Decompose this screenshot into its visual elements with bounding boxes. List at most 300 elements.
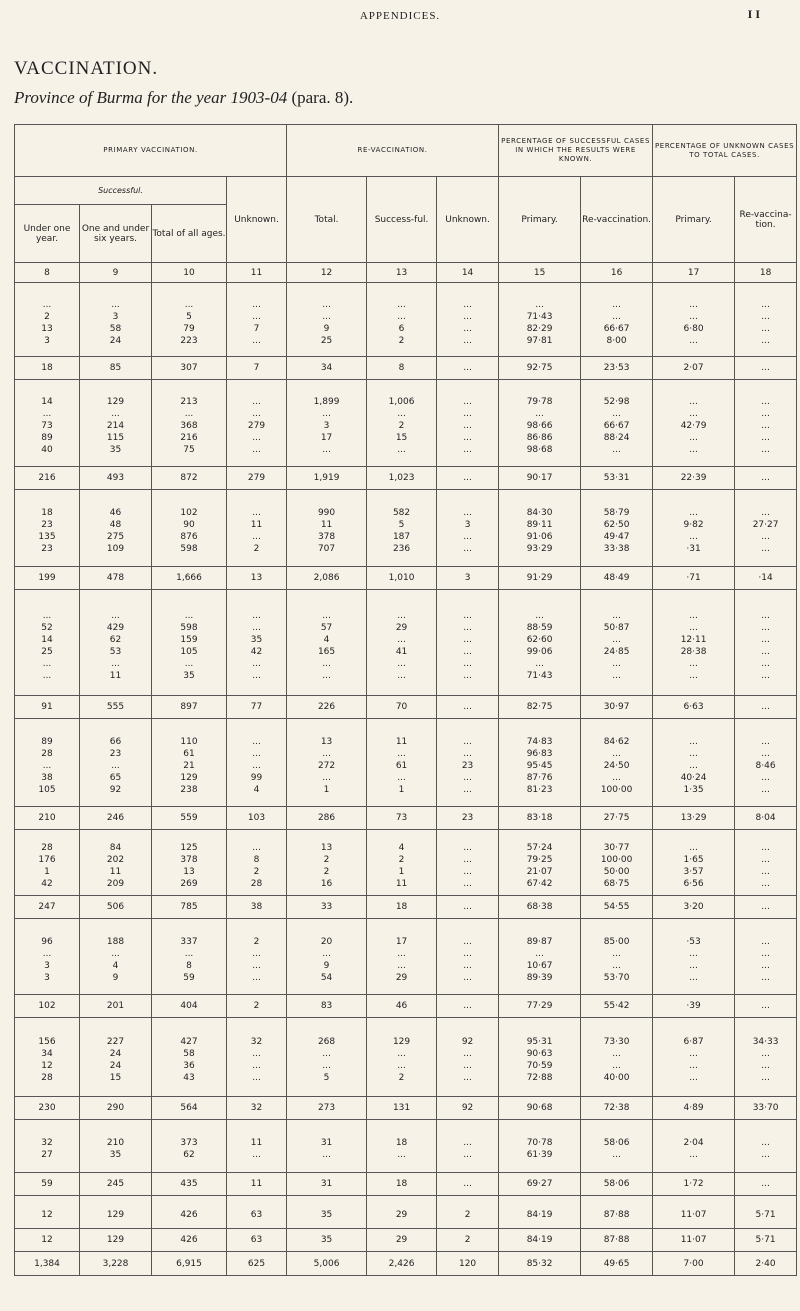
- total-cell: 29: [367, 1229, 437, 1252]
- cell-value: ...: [463, 736, 472, 747]
- total-cell: 435: [152, 1173, 227, 1196]
- cell-value: ...: [397, 1150, 406, 1160]
- data-cell: [653, 1018, 735, 1097]
- cell-value: ...: [689, 748, 698, 759]
- cell-value: 429: [106, 622, 125, 633]
- cell-value: 214: [106, 421, 125, 431]
- total-cell: 129: [80, 1229, 152, 1252]
- data-cell: [80, 919, 152, 995]
- total-cell: 3: [437, 567, 499, 590]
- total-cell: 478: [80, 567, 152, 590]
- data-cell: [152, 490, 227, 567]
- cell-value: ...: [689, 736, 698, 747]
- cell-value: ...: [397, 299, 406, 310]
- cell-value: ...: [322, 772, 331, 783]
- data-cell: [287, 490, 367, 567]
- total-cell: 54·55: [581, 896, 653, 919]
- cell-value: 35: [250, 634, 263, 645]
- data-cell: [287, 1120, 367, 1173]
- data-cell: [15, 919, 80, 995]
- data-cell: [581, 590, 653, 696]
- total-cell: 279: [227, 467, 287, 490]
- cell-value: 165: [317, 646, 336, 657]
- cell-value: ...: [463, 299, 472, 310]
- cell-value: ...: [761, 433, 770, 443]
- cell-value: 85·00: [603, 936, 630, 947]
- cell-value: ...: [689, 508, 698, 518]
- cell-value: ...: [252, 658, 261, 669]
- cell-value: ...: [761, 1138, 770, 1148]
- cell-value: ...: [689, 960, 698, 971]
- cell-value: 71·43: [526, 311, 553, 322]
- cell-value: ...: [322, 409, 331, 419]
- cell-value: 29: [395, 972, 408, 983]
- cell-value: 105: [180, 646, 198, 657]
- data-cell: [227, 490, 287, 567]
- cell-value: 6·87: [683, 1037, 704, 1047]
- cell-value: 84: [109, 842, 122, 853]
- cell-value: ...: [612, 445, 621, 455]
- cell-value: ...: [761, 421, 770, 431]
- cell-value: 2: [253, 544, 260, 554]
- cell-value: 73·30: [603, 1037, 630, 1047]
- cell-value: ...: [463, 936, 472, 947]
- cell-value: 373: [180, 1138, 198, 1148]
- total-cell: 32: [227, 1097, 287, 1120]
- cell-value: ...: [761, 948, 770, 959]
- cell-value: 24: [109, 335, 122, 346]
- cell-value: ...: [761, 866, 770, 877]
- cell-value: 378: [180, 854, 198, 865]
- cell-value: 129: [392, 1037, 411, 1047]
- data-cell: [735, 919, 797, 995]
- cell-value: 5·71: [755, 1210, 776, 1220]
- table-row: [15, 590, 797, 696]
- total-cell: 82·75: [499, 696, 581, 719]
- cell-value: 102: [180, 508, 198, 518]
- cell-value: ...: [535, 948, 544, 959]
- cell-value: ...: [111, 658, 120, 669]
- cell-value: 876: [180, 532, 198, 542]
- total-cell: 11·07: [653, 1229, 735, 1252]
- total-cell: 84·19: [499, 1229, 581, 1252]
- data-cell: [437, 283, 499, 357]
- total-cell: 35: [287, 1229, 367, 1252]
- cell-value: ·53: [686, 936, 701, 947]
- cell-value: 6·80: [683, 323, 704, 334]
- cell-value: ...: [252, 335, 261, 346]
- cell-value: 58: [183, 1049, 195, 1059]
- cell-value: 68·75: [603, 878, 630, 889]
- cell-value: ...: [397, 1049, 406, 1059]
- cell-value: 209: [106, 878, 125, 889]
- total-cell: 33: [287, 896, 367, 919]
- total-cell: 30·97: [581, 696, 653, 719]
- cell-value: ...: [463, 748, 472, 759]
- data-cell: [499, 719, 581, 807]
- total-cell: 83: [287, 995, 367, 1018]
- cell-value: ...: [612, 610, 621, 621]
- data-cell: [367, 590, 437, 696]
- total-cell: 8: [367, 357, 437, 380]
- cell-value: 66·67: [603, 421, 630, 431]
- cell-value: 9: [323, 323, 330, 334]
- cell-value: 6: [398, 323, 405, 334]
- cell-value: ...: [397, 948, 406, 959]
- data-cell: [653, 919, 735, 995]
- grand-total-cell: 85·32: [499, 1252, 581, 1276]
- cell-value: 46: [109, 508, 122, 518]
- cell-value: 67·42: [526, 878, 553, 889]
- total-cell: 210: [15, 807, 80, 830]
- col-header-14: Unknown.: [437, 177, 499, 263]
- data-cell: [367, 719, 437, 807]
- cell-value: 14: [41, 634, 53, 645]
- column-number: 12: [287, 263, 367, 283]
- cell-value: 1·35: [683, 784, 704, 795]
- cell-value: 8·46: [755, 760, 776, 771]
- cell-value: 159: [180, 634, 198, 645]
- cell-value: ...: [761, 311, 770, 322]
- cell-value: ...: [689, 532, 698, 542]
- total-cell: 13: [227, 567, 287, 590]
- cell-value: 24·85: [603, 646, 630, 657]
- data-cell: [15, 830, 80, 896]
- total-cell: 48·49: [581, 567, 653, 590]
- cell-value: 11: [250, 1138, 263, 1148]
- column-number: 18: [735, 263, 797, 283]
- cell-value: 96: [41, 936, 53, 947]
- cell-value: 3: [112, 311, 119, 322]
- cell-value: ...: [42, 670, 52, 681]
- cell-value: ...: [111, 760, 120, 771]
- cell-value: ...: [761, 610, 770, 621]
- total-cell: 22·39: [653, 467, 735, 490]
- cell-value: ...: [252, 1061, 261, 1071]
- total-cell: 1,023: [367, 467, 437, 490]
- cell-value: 87·76: [526, 772, 553, 783]
- cell-value: 42: [41, 878, 53, 889]
- cell-value: ...: [463, 311, 472, 322]
- data-cell: [499, 1120, 581, 1173]
- cell-value: ...: [689, 1073, 698, 1083]
- cell-value: ...: [184, 409, 194, 419]
- cell-value: 62·50: [603, 520, 630, 530]
- total-cell: 70: [367, 696, 437, 719]
- cell-value: 18: [41, 508, 53, 518]
- cell-value: ...: [689, 670, 698, 681]
- cell-value: 32: [250, 1037, 263, 1047]
- cell-value: 368: [180, 421, 198, 431]
- cell-value: 20: [320, 936, 333, 947]
- data-cell: [15, 490, 80, 567]
- cell-value: 2: [323, 854, 330, 865]
- cell-value: 50·87: [603, 622, 630, 633]
- cell-value: ...: [463, 670, 472, 681]
- cell-value: 9: [112, 972, 119, 983]
- cell-value: 29: [395, 1210, 408, 1220]
- data-cell: [437, 1018, 499, 1097]
- cell-value: 32: [41, 1138, 53, 1148]
- cell-value: 90: [183, 520, 195, 530]
- subtitle-text: Province of Burma for the year: [14, 88, 227, 107]
- total-cell: 12: [15, 1229, 80, 1252]
- total-cell: 1,919: [287, 467, 367, 490]
- cell-value: 10·67: [526, 960, 553, 971]
- total-cell: 131: [367, 1097, 437, 1120]
- column-number-row: [15, 263, 797, 283]
- data-cell: [367, 1120, 437, 1173]
- data-cell: [15, 1196, 80, 1229]
- cell-value: ...: [761, 1150, 770, 1160]
- total-cell: 11: [227, 1173, 287, 1196]
- cell-value: 236: [392, 544, 411, 554]
- cell-value: ...: [111, 409, 120, 419]
- table-row: [15, 830, 797, 896]
- cell-value: 35: [109, 1150, 122, 1160]
- cell-value: 63: [250, 1210, 263, 1220]
- cell-value: 35: [320, 1210, 333, 1220]
- cell-value: 70·78: [526, 1138, 553, 1148]
- total-cell: 273: [287, 1097, 367, 1120]
- grand-total-cell: 625: [227, 1252, 287, 1276]
- cell-value: 269: [180, 878, 198, 889]
- cell-value: 12: [41, 1061, 53, 1071]
- data-cell: [227, 1196, 287, 1229]
- cell-value: 337: [180, 936, 198, 947]
- cell-value: ...: [184, 299, 194, 310]
- cell-value: 23: [461, 760, 474, 771]
- cell-value: 28·38: [680, 646, 707, 657]
- cell-value: 1: [398, 784, 405, 795]
- total-cell: 103: [227, 807, 287, 830]
- data-cell: [735, 283, 797, 357]
- total-cell: 1·72: [653, 1173, 735, 1196]
- cell-value: ...: [322, 670, 331, 681]
- table-row: [15, 719, 797, 807]
- total-cell: 897: [152, 696, 227, 719]
- cell-value: 25: [320, 335, 333, 346]
- cell-value: 3: [323, 421, 330, 431]
- cell-value: ...: [322, 1049, 331, 1059]
- cell-value: 11: [395, 736, 408, 747]
- total-cell: 201: [80, 995, 152, 1018]
- cell-value: ...: [761, 878, 770, 889]
- cell-value: 213: [180, 397, 198, 407]
- cell-value: 24: [109, 1049, 122, 1059]
- data-cell: [735, 719, 797, 807]
- cell-value: 34·33: [752, 1037, 779, 1047]
- cell-value: ...: [397, 445, 406, 455]
- cell-value: 28: [41, 748, 53, 759]
- cell-value: 426: [180, 1210, 198, 1220]
- data-cell: [653, 1196, 735, 1229]
- cell-value: ...: [535, 610, 544, 621]
- data-cell: [152, 590, 227, 696]
- cell-value: ...: [761, 634, 770, 645]
- table-row-total: [15, 1229, 797, 1252]
- cell-value: 58: [109, 323, 122, 334]
- cell-value: 427: [180, 1037, 198, 1047]
- cell-value: 43: [183, 1073, 195, 1083]
- cell-value: 36: [183, 1061, 195, 1071]
- total-cell: 872: [152, 467, 227, 490]
- cell-value: 79·25: [526, 854, 553, 865]
- col-header-8: Under one year.: [15, 205, 80, 263]
- cell-value: 95·31: [526, 1037, 553, 1047]
- cell-value: 15: [395, 433, 408, 443]
- total-cell: 1,010: [367, 567, 437, 590]
- data-cell: [227, 380, 287, 467]
- cell-value: 598: [180, 544, 198, 554]
- cell-value: 57: [320, 622, 333, 633]
- cell-value: ...: [612, 948, 621, 959]
- total-cell: 77: [227, 696, 287, 719]
- cell-value: 90·63: [526, 1049, 553, 1059]
- cell-value: 115: [106, 433, 125, 443]
- cell-value: ...: [252, 532, 261, 542]
- cell-value: 92: [461, 1037, 474, 1047]
- table-row: [15, 380, 797, 467]
- cell-value: ...: [689, 1049, 698, 1059]
- grand-total-row: [15, 1252, 797, 1276]
- data-cell: [15, 1120, 80, 1173]
- total-cell: 426: [152, 1229, 227, 1252]
- cell-value: ...: [612, 1061, 621, 1071]
- cell-value: 72·88: [526, 1073, 553, 1083]
- cell-value: 91·06: [526, 532, 553, 542]
- cell-value: 74·83: [526, 736, 553, 747]
- cell-value: ...: [252, 960, 261, 971]
- total-cell: ...: [735, 896, 797, 919]
- cell-value: ...: [535, 299, 544, 310]
- data-cell: [735, 590, 797, 696]
- cell-value: 71·43: [526, 670, 553, 681]
- cell-value: ...: [761, 1073, 770, 1083]
- cell-value: ...: [111, 610, 120, 621]
- cell-value: ...: [252, 311, 261, 322]
- total-cell: 27·75: [581, 807, 653, 830]
- cell-value: 279: [247, 421, 266, 431]
- cell-value: ...: [689, 409, 698, 419]
- cell-value: 86·86: [526, 433, 553, 443]
- data-cell: [287, 1196, 367, 1229]
- cell-value: ...: [761, 323, 770, 334]
- cell-value: 6·56: [683, 878, 704, 889]
- data-cell: [367, 490, 437, 567]
- cell-value: ...: [463, 1138, 472, 1148]
- cell-value: 17: [395, 936, 408, 947]
- data-cell: [287, 283, 367, 357]
- total-cell: 245: [80, 1173, 152, 1196]
- cell-value: ...: [252, 670, 261, 681]
- data-cell: [581, 830, 653, 896]
- cell-value: 81·23: [526, 784, 553, 795]
- col-header-10: Total of all ages.: [152, 205, 227, 263]
- cell-value: 2·04: [683, 1138, 704, 1148]
- cell-value: 24: [109, 1061, 122, 1071]
- cell-value: ...: [463, 646, 472, 657]
- total-cell: 493: [80, 467, 152, 490]
- col-header-9: One and under six years.: [80, 205, 152, 263]
- cell-value: 11: [250, 520, 263, 530]
- cell-value: ...: [252, 622, 261, 633]
- table-row-total: [15, 995, 797, 1018]
- column-number: 16: [581, 263, 653, 283]
- data-cell: [653, 283, 735, 357]
- cell-value: ...: [463, 409, 472, 419]
- data-cell: [80, 380, 152, 467]
- cell-value: ...: [252, 397, 261, 407]
- table-row: [15, 1120, 797, 1173]
- cell-value: 11: [109, 670, 122, 681]
- cell-value: ...: [322, 311, 331, 322]
- cell-value: ...: [42, 299, 52, 310]
- col-header-15: Primary.: [499, 177, 581, 263]
- cell-value: ...: [761, 854, 770, 865]
- cell-value: 88·59: [526, 622, 553, 633]
- data-cell: [80, 1120, 152, 1173]
- data-cell: [15, 283, 80, 357]
- cell-value: 79·78: [526, 397, 553, 407]
- total-cell: 286: [287, 807, 367, 830]
- total-cell: 90·17: [499, 467, 581, 490]
- cell-value: 42: [250, 646, 263, 657]
- total-cell: ...: [437, 467, 499, 490]
- cell-value: 42·79: [680, 421, 707, 431]
- total-cell: 564: [152, 1097, 227, 1120]
- cell-value: 3: [464, 520, 471, 530]
- cell-value: 54: [320, 972, 333, 983]
- cell-value: ...: [689, 1150, 698, 1160]
- data-cell: [499, 590, 581, 696]
- cell-value: ...: [761, 409, 770, 419]
- cell-value: ...: [252, 299, 261, 310]
- total-cell: ...: [437, 696, 499, 719]
- cell-value: ...: [612, 772, 621, 783]
- cell-value: 15: [109, 1073, 122, 1083]
- cell-value: ...: [761, 960, 770, 971]
- data-cell: [152, 1120, 227, 1173]
- cell-value: ...: [689, 972, 698, 983]
- cell-value: 11: [320, 520, 333, 530]
- cell-value: ...: [463, 508, 472, 518]
- data-cell: [287, 919, 367, 995]
- data-cell: [735, 1196, 797, 1229]
- data-cell: [152, 719, 227, 807]
- total-cell: 83·18: [499, 807, 581, 830]
- data-cell: [581, 919, 653, 995]
- page-subtitle: [14, 88, 353, 108]
- cell-value: ...: [689, 299, 698, 310]
- cell-value: 110: [180, 736, 198, 747]
- cell-value: ...: [252, 842, 261, 853]
- cell-value: ...: [612, 634, 621, 645]
- data-cell: [367, 380, 437, 467]
- total-cell: 18: [367, 1173, 437, 1196]
- cell-value: 40·24: [680, 772, 707, 783]
- cell-value: 4: [323, 634, 330, 645]
- cell-value: 21: [183, 760, 195, 771]
- cell-value: 50·00: [603, 866, 630, 877]
- data-cell: [287, 590, 367, 696]
- cell-value: 23: [41, 544, 53, 554]
- cell-value: ...: [42, 658, 52, 669]
- cell-value: 1,006: [388, 397, 415, 407]
- group-header-revaccination: RE-VACCINATION.: [287, 125, 499, 177]
- cell-value: ...: [322, 299, 331, 310]
- cell-value: 105: [38, 784, 56, 795]
